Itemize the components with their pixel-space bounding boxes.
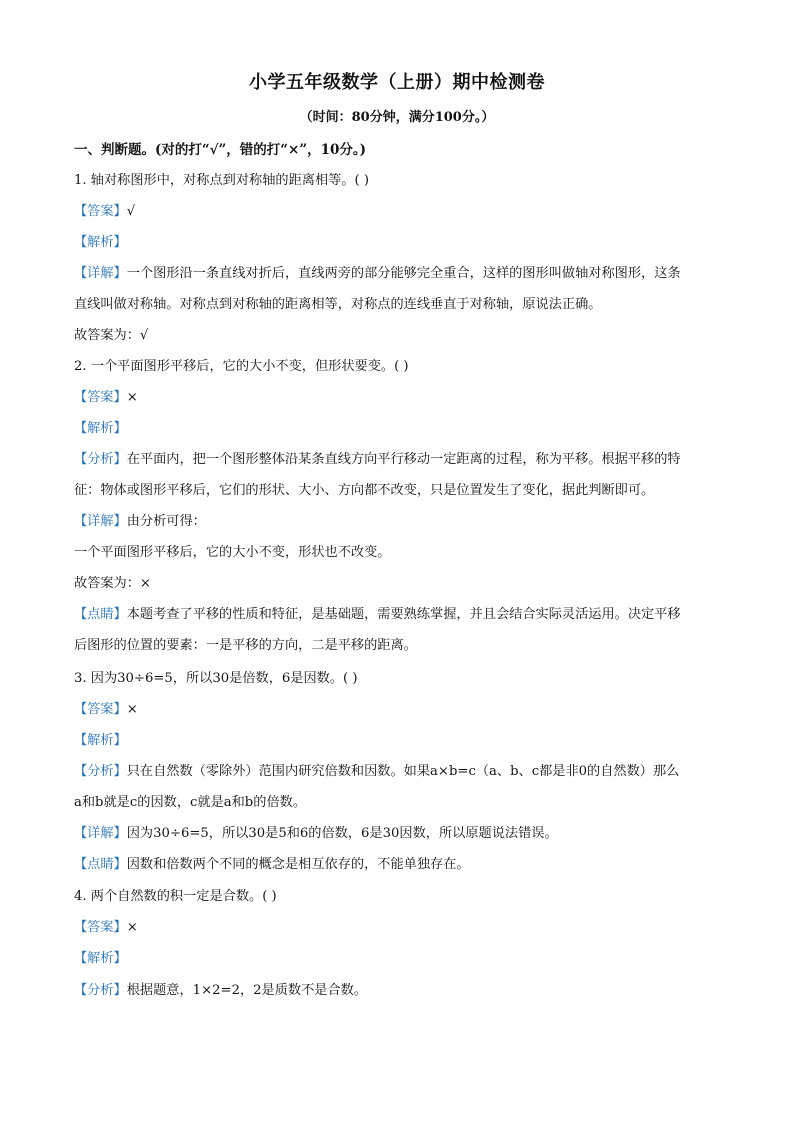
answer-tag: 【答案】	[74, 204, 127, 219]
question-1-conclusion: 故答案为：√	[74, 328, 149, 343]
fenxi-tag: 【分析】	[74, 452, 127, 467]
fenxi-text: 在平面内，把一个图形整体沿某条直线方向平行移动一定距离的过程，称为平移。根据平移的特	[126, 452, 681, 467]
detail-tag: 【详解】	[74, 266, 127, 281]
question-4-fenxi	[74, 981, 734, 1001]
answer-tag: 【答案】	[74, 920, 127, 935]
question-2-dianjing-line2: 后图形的位置的要素：一是平移的方向，二是平移的距离。	[74, 638, 417, 653]
analysis-tag: 【解析】	[74, 421, 127, 436]
fenxi-tag: 【分析】	[74, 983, 127, 998]
question-3-fenxi	[74, 762, 734, 782]
question-2-conclusion: 故答案为：×	[74, 576, 151, 591]
dianjing-text: 因数和倍数两个不同的概念是相互依存的，不能单独存在。	[126, 857, 470, 872]
question-1-detail	[74, 264, 734, 284]
fenxi-text: 根据题意，1×2=2，2是质数不是合数。	[126, 983, 368, 998]
analysis-tag: 【解析】	[74, 951, 127, 966]
question-4-text: 4. 两个自然数的积一定是合数。( )	[74, 889, 277, 904]
page-subtitle: （时间：80分钟，满分100分。）	[299, 110, 495, 125]
question-3-text: 3. 因为30÷6=5，所以30是倍数，6是因数。( )	[74, 671, 358, 686]
answer-tag: 【答案】	[74, 702, 127, 717]
answer-value: √	[126, 204, 136, 219]
question-2-detail	[74, 512, 734, 532]
answer-value: ×	[126, 702, 138, 717]
question-1-text: 1. 轴对称图形中，对称点到对称轴的距离相等。( )	[74, 173, 370, 188]
detail-text: 一个图形沿一条直线对折后，直线两旁的部分能够完全重合，这样的图形叫做轴对称图形，这条	[126, 266, 681, 281]
answer-tag: 【答案】	[74, 390, 127, 405]
answer-value: ×	[126, 390, 138, 405]
detail-text: 由分析可得：	[126, 514, 206, 529]
question-4-analysis-tag	[74, 949, 734, 969]
answer-value: ×	[126, 920, 138, 935]
question-2-analysis-tag	[74, 419, 734, 439]
detail-tag: 【详解】	[74, 826, 127, 841]
dianjing-tag: 【点睛】	[74, 857, 127, 872]
question-2-dianjing	[74, 605, 734, 625]
detail-text: 因为30÷6=5，所以30是5和6的倍数，6是30因数，所以原题说法错误。	[126, 826, 558, 841]
question-2-fenxi	[74, 450, 734, 470]
question-2-fenxi-line2: 征：物体或图形平移后，它们的形状、大小、方向都不改变，只是位置发生了变化，据此判断即可。	[74, 483, 655, 498]
analysis-tag: 【解析】	[74, 235, 127, 250]
question-3-detail	[74, 824, 734, 844]
fenxi-text: 只在自然数（零除外）范围内研究倍数和因数。如果a×b=c（a、b、c都是非0的自然数）那么	[126, 764, 680, 779]
question-2-detail-line2: 一个平面图形平移后，它的大小不变，形状也不改变。	[74, 545, 391, 560]
question-3-fenxi-line2: a和b就是c的因数，c就是a和b的倍数。	[74, 795, 307, 810]
question-3-dianjing	[74, 855, 734, 875]
question-1-analysis-tag	[74, 233, 734, 253]
question-3-answer	[74, 700, 734, 720]
analysis-tag: 【解析】	[74, 733, 127, 748]
dianjing-tag: 【点睛】	[74, 607, 127, 622]
section-heading: 一、判断题。(对的打“√”，错的打“×”，10分。)	[74, 142, 367, 158]
question-1-answer	[74, 202, 734, 222]
question-4-answer	[74, 918, 734, 938]
dianjing-text: 本题考查了平移的性质和特征，是基础题，需要熟练掌握，并且会结合实际灵活运用。决定平移	[126, 607, 681, 622]
question-2-text: 2. 一个平面图形平移后，它的大小不变，但形状要变。( )	[74, 359, 409, 374]
question-1-detail-line2: 直线叫做对称轴。对称点到对称轴的距离相等，对称点的连线垂直于对称轴，原说法正确。	[74, 297, 602, 312]
question-3-analysis-tag	[74, 731, 734, 751]
fenxi-tag: 【分析】	[74, 764, 127, 779]
question-2-answer	[74, 388, 734, 408]
detail-tag: 【详解】	[74, 514, 127, 529]
page-title: 小学五年级数学（上册）期中检测卷	[249, 72, 545, 93]
